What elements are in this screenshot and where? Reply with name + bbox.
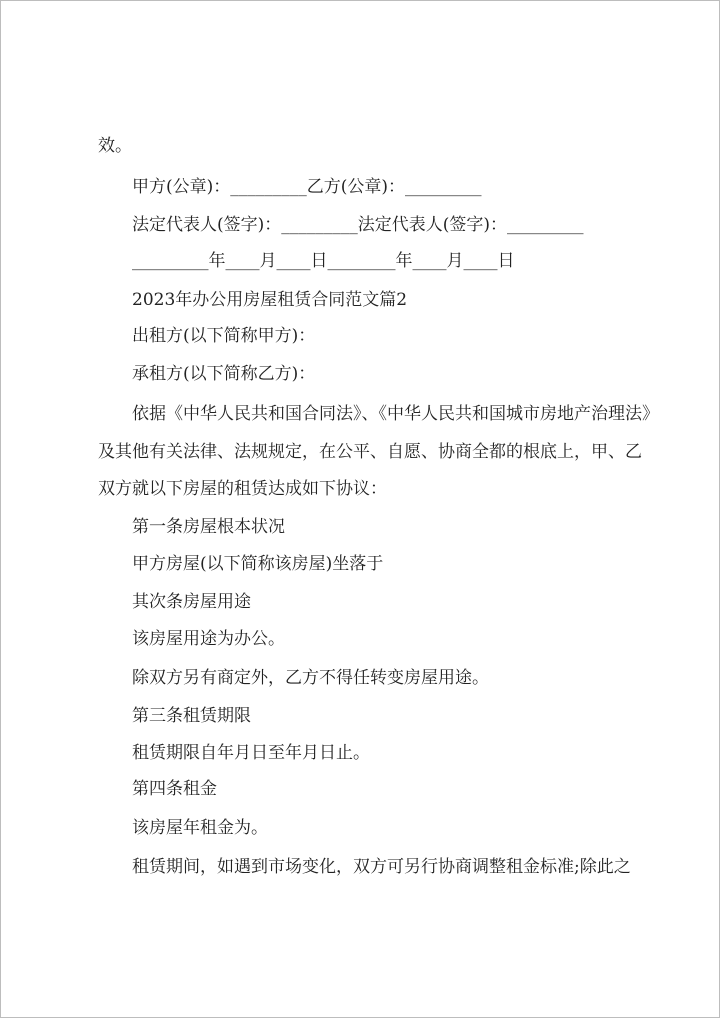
text-line-continuation: 效。	[98, 136, 132, 156]
article-text: 除双方另有商定外，乙方不得任转变房屋用途。	[132, 668, 489, 688]
article-text: 该房屋年租金为。	[132, 818, 268, 838]
article-text: 该房屋用途为办公。	[132, 629, 285, 649]
article-text: 租赁期间，如遇到市场变化，双方可另行协商调整租金标准;除此之	[132, 857, 631, 877]
article-heading-3: 第三条租赁期限	[132, 706, 251, 726]
signature-line-representatives: 法定代表人(签字)：_________法定代表人(签字)：_________	[132, 215, 584, 235]
paragraph-basis-line-2: 及其他有关法律、法规规定，在公平、自愿、协商全都的根底上，甲、乙	[98, 442, 642, 462]
section-title: 2023年办公用房屋租赁合同范文篇2	[132, 290, 408, 310]
paragraph-basis-line-3: 双方就以下房屋的租赁达成如下协议：	[98, 479, 387, 499]
signature-line-seals: 甲方(公章)：_________乙方(公章)：_________	[132, 177, 482, 197]
paragraph-basis-line-1: 依据《中华人民共和国合同法》、《中华人民共和国城市房地产治理法》	[132, 404, 659, 424]
article-heading-1: 第一条房屋根本状况	[132, 517, 285, 537]
lessor-line: 出租方(以下简称甲方)：	[132, 326, 316, 346]
signature-line-dates: _________年____月____日________年____月____日	[132, 251, 515, 271]
article-text: 租赁期限自年月日至年月日止。	[132, 743, 370, 763]
article-heading-4: 第四条租金	[132, 779, 217, 799]
article-text: 甲方房屋(以下简称该房屋)坐落于	[132, 554, 384, 574]
article-heading-2: 其次条房屋用途	[132, 592, 251, 612]
lessee-line: 承租方(以下简称乙方)：	[132, 364, 316, 384]
